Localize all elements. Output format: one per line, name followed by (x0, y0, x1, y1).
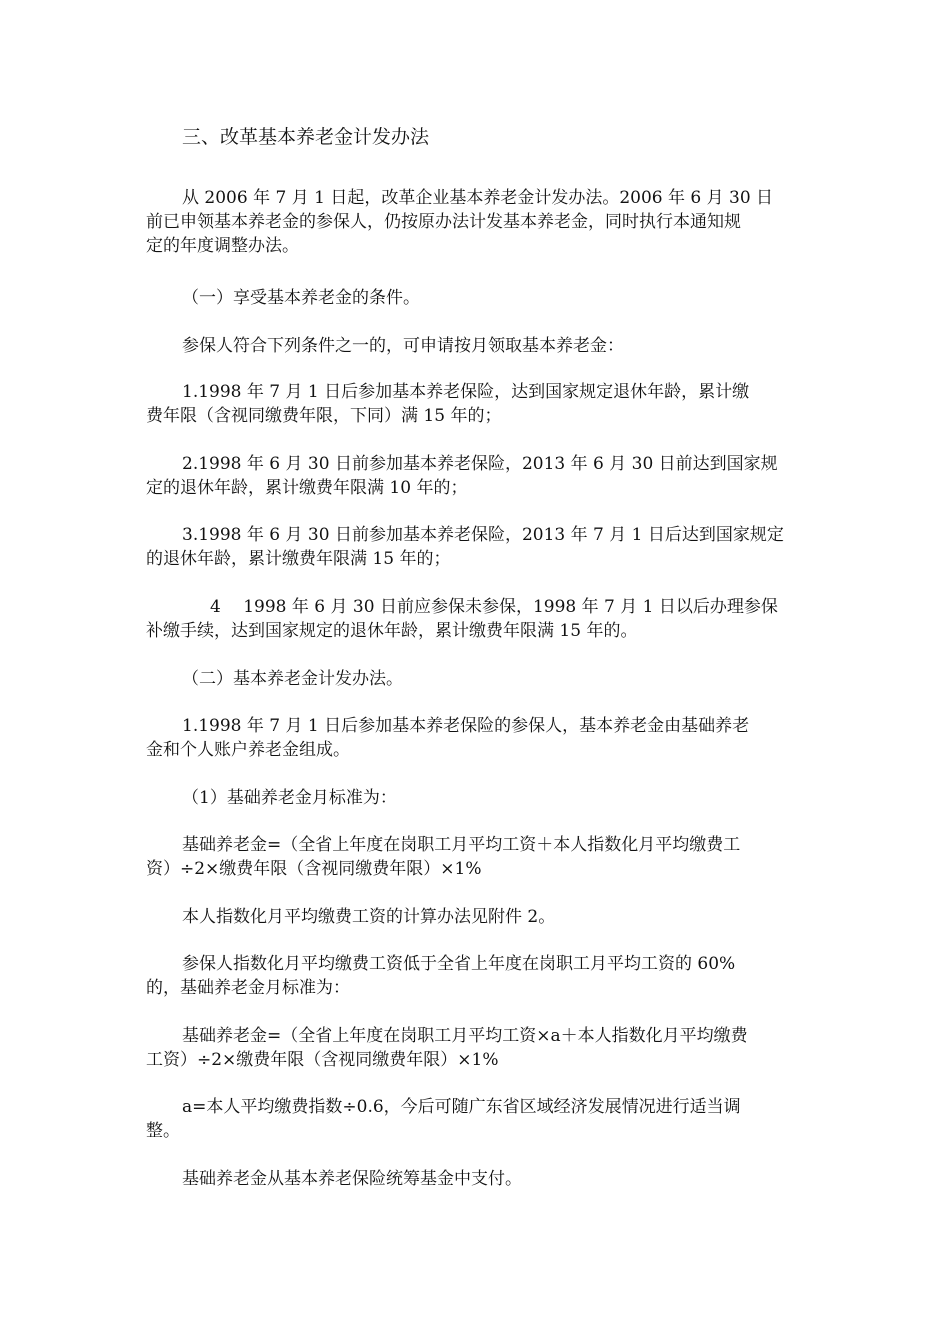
condition-1-line-1: 1.1998 年 7 月 1 日后参加基本养老保险，达到国家规定退休年龄，累计缴 (182, 382, 750, 402)
condition-1-line-2: 费年限（含视同缴费年限，下同）满 15 年的； (146, 406, 502, 426)
subheading-conditions: （一）享受基本养老金的条件。 (182, 288, 420, 308)
method-1-line-1: 1.1998 年 7 月 1 日后参加基本养老保险的参保人，基本养老金由基础养老 (182, 716, 750, 736)
intro-line-2: 前已申领基本养老金的参保人，仍按原办法计发基本养老金，同时执行本通知规 (146, 212, 741, 232)
formula-2-line-1: 基础养老金=（全省上年度在岗职工月平均工资×a＋本人指数化月平均缴费 (182, 1026, 748, 1046)
intro-line-3: 定的年度调整办法。 (146, 236, 299, 256)
a-definition-line-2: 整。 (146, 1121, 180, 1141)
method-1-line-2: 金和个人账户养老金组成。 (146, 740, 350, 760)
condition-4-line-1: 4 1998 年 6 月 30 日前应参保未参保，1998 年 7 月 1 日以后办理参保 (210, 597, 778, 617)
attachment-note: 本人指数化月平均缴费工资的计算办法见附件 2。 (182, 907, 556, 927)
subheading-calculation: （二）基本养老金计发办法。 (182, 669, 403, 689)
condition-3-line-2: 的退休年龄，累计缴费年限满 15 年的； (146, 549, 451, 569)
condition-3-line-1: 3.1998 年 6 月 30 日前参加基本养老保险，2013 年 7 月 1 日后达到国家规定 (182, 525, 784, 545)
fund-source: 基础养老金从基本养老保险统筹基金中支付。 (182, 1169, 522, 1189)
conditions-intro: 参保人符合下列条件之一的，可申请按月领取基本养老金： (182, 336, 624, 356)
low-wage-line-1: 参保人指数化月平均缴费工资低于全省上年度在岗职工月平均工资的 60% (182, 954, 736, 974)
condition-2-line-2: 定的退休年龄，累计缴费年限满 10 年的； (146, 478, 468, 498)
formula-1-line-1: 基础养老金=（全省上年度在岗职工月平均工资＋本人指数化月平均缴费工 (182, 835, 741, 855)
a-definition-line-1: a=本人平均缴费指数÷0.6，今后可随广东省区域经济发展情况进行适当调 (182, 1097, 741, 1117)
formula-2-line-2: 工资）÷2×缴费年限（含视同缴费年限）×1% (146, 1050, 499, 1070)
method-1-subheading: （1）基础养老金月标准为： (182, 788, 397, 808)
intro-line-1: 从 2006 年 7 月 1 日起，改革企业基本养老金计发办法。2006 年 6 月 30 日 (182, 188, 774, 208)
low-wage-line-2: 的，基础养老金月标准为： (146, 978, 350, 998)
formula-1-line-2: 资）÷2×缴费年限（含视同缴费年限）×1% (146, 859, 482, 879)
condition-4-line-2: 补缴手续，达到国家规定的退休年龄，累计缴费年限满 15 年的。 (146, 621, 638, 641)
condition-2-line-1: 2.1998 年 6 月 30 日前参加基本养老保险，2013 年 6 月 30 日前达到国家规 (182, 454, 778, 474)
section-heading: 三、改革基本养老金计发办法 (182, 126, 430, 148)
